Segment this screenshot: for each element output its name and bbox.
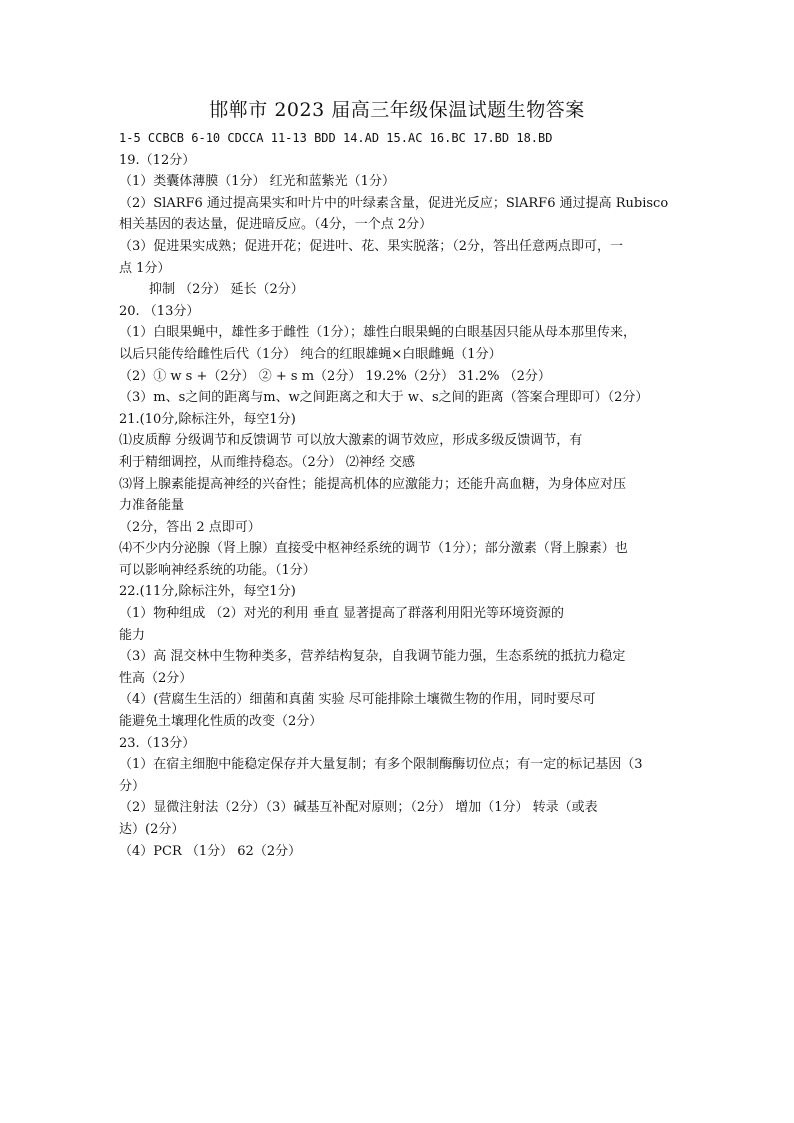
q23-part1-line1: （1）在宿主细胞中能稳定保存并大量复制；有多个限制酶酶切位点；有一定的标记基因（3 (119, 757, 643, 773)
q19-heading: 19.（12分） (119, 152, 196, 168)
q23-part4: （4）PCR （1分） 62（2分） (119, 843, 302, 859)
q20-heading: 20. （13分） (119, 303, 200, 319)
q20-part1-line1: （1）白眼果蝇中，雄性多于雌性（1分）；雄性白眼果蝇的白眼基因只能从母本那里传来， (119, 325, 637, 341)
q21-part1-line2: 利于精细调控，从而维持稳态。（2分） ⑵神经 交感 (119, 454, 416, 470)
page-title: 邯郸市 2023 届高三年级保温试题生物答案 (209, 99, 585, 121)
q21-part3-line2: 力准备能量 (119, 498, 185, 514)
q20-part2: （2）① w s +（2分） ② + s m（2分） 19.2%（2分） 31.2% （2分） (119, 368, 551, 384)
q21-part3-line3: （2分，答出 2 点即可） (119, 519, 261, 535)
q20-part3: （3）m、s之间的距离与m、w之间距离之和大于 w、s之间的距离（答案合理即可）（2分） (119, 390, 649, 406)
q19-part2-line1: （2）SlARF6 通过提高果实和叶片中的叶绿素含量，促进光反应；SlARF6 通过提高 Rubisco (119, 195, 669, 211)
q21-part3-line1: ⑶肾上腺素能提高神经的兴奋性；能提高机体的应激能力；还能升高血糖，为身体应对压 (119, 476, 627, 492)
q19-part4: 抑制 （2分） 延长（2分） (149, 282, 304, 298)
q22-part1-line2: 能力 (119, 627, 146, 643)
multiple-choice-answers: 1-5 CCBCB 6-10 CDCCA 11-13 BDD 14.AD 15.AC 16.BC 17.BD 18.BD (119, 131, 553, 145)
q23-heading: 23.（13分） (119, 735, 196, 751)
q22-part4-line1: （4）(营腐生生活的）细菌和真菌 实验 尽可能排除土壤微生物的作用，同时要尽可 (119, 692, 596, 708)
q20-part1-line2: 以后只能传给雌性后代（1分） 纯合的红眼雄蝇×白眼雌蝇（1分） (119, 346, 502, 362)
q23-part1-line2: 分） (119, 778, 146, 794)
q21-part4-line2: 可以影响神经系统的功能。（1分） (119, 562, 316, 578)
q19-part3-line1: （3）促进果实成熟；促进开花；促进叶、花、果实脱落；（2分，答出任意两点即可，一 (119, 238, 624, 254)
q23-part2-line2: 达）(2分） (119, 822, 185, 837)
q22-heading: 22.(11分,除标注外，每空1分) (119, 584, 296, 600)
q22-part3-line1: （3）高 混交林中生物种类多，营养结构复杂，自我调节能力强，生态系统的抵抗力稳定 (119, 649, 626, 665)
q19-part1: （1）类囊体薄膜（1分） 红光和蓝紫光（1分） (119, 174, 395, 190)
q19-part3-line2: 点 1分） (119, 260, 171, 276)
q21-part4-line1: ⑷不少内分泌腺（肾上腺）直接受中枢神经系统的调节（1分）；部分激素（肾上腺素）也 (119, 541, 628, 557)
q22-part4-line2: 能避免土壤理化性质的改变（2分） (119, 714, 323, 730)
q21-part1-line1: ⑴皮质醇 分级调节和反馈调节 可以放大激素的调节效应，形成多级反馈调节，有 (119, 433, 583, 449)
q22-part1-line1: （1）物种组成 （2）对光的利用 垂直 显著提高了群落利用阳光等环境资源的 (119, 606, 564, 622)
q22-part3-line2: 性高（2分） (119, 670, 193, 686)
q23-part2-line1: （2）显微注射法（2分）（3）碱基互补配对原则；（2分） 增加（1分） 转录（或表 (119, 800, 598, 816)
q21-heading: 21.(10分,除标注外，每空1分) (119, 411, 296, 427)
q19-part2-line2: 相关基因的表达量，促进暗反应。（4分，一个点 2分） (119, 217, 433, 233)
answer-body (119, 128, 685, 862)
